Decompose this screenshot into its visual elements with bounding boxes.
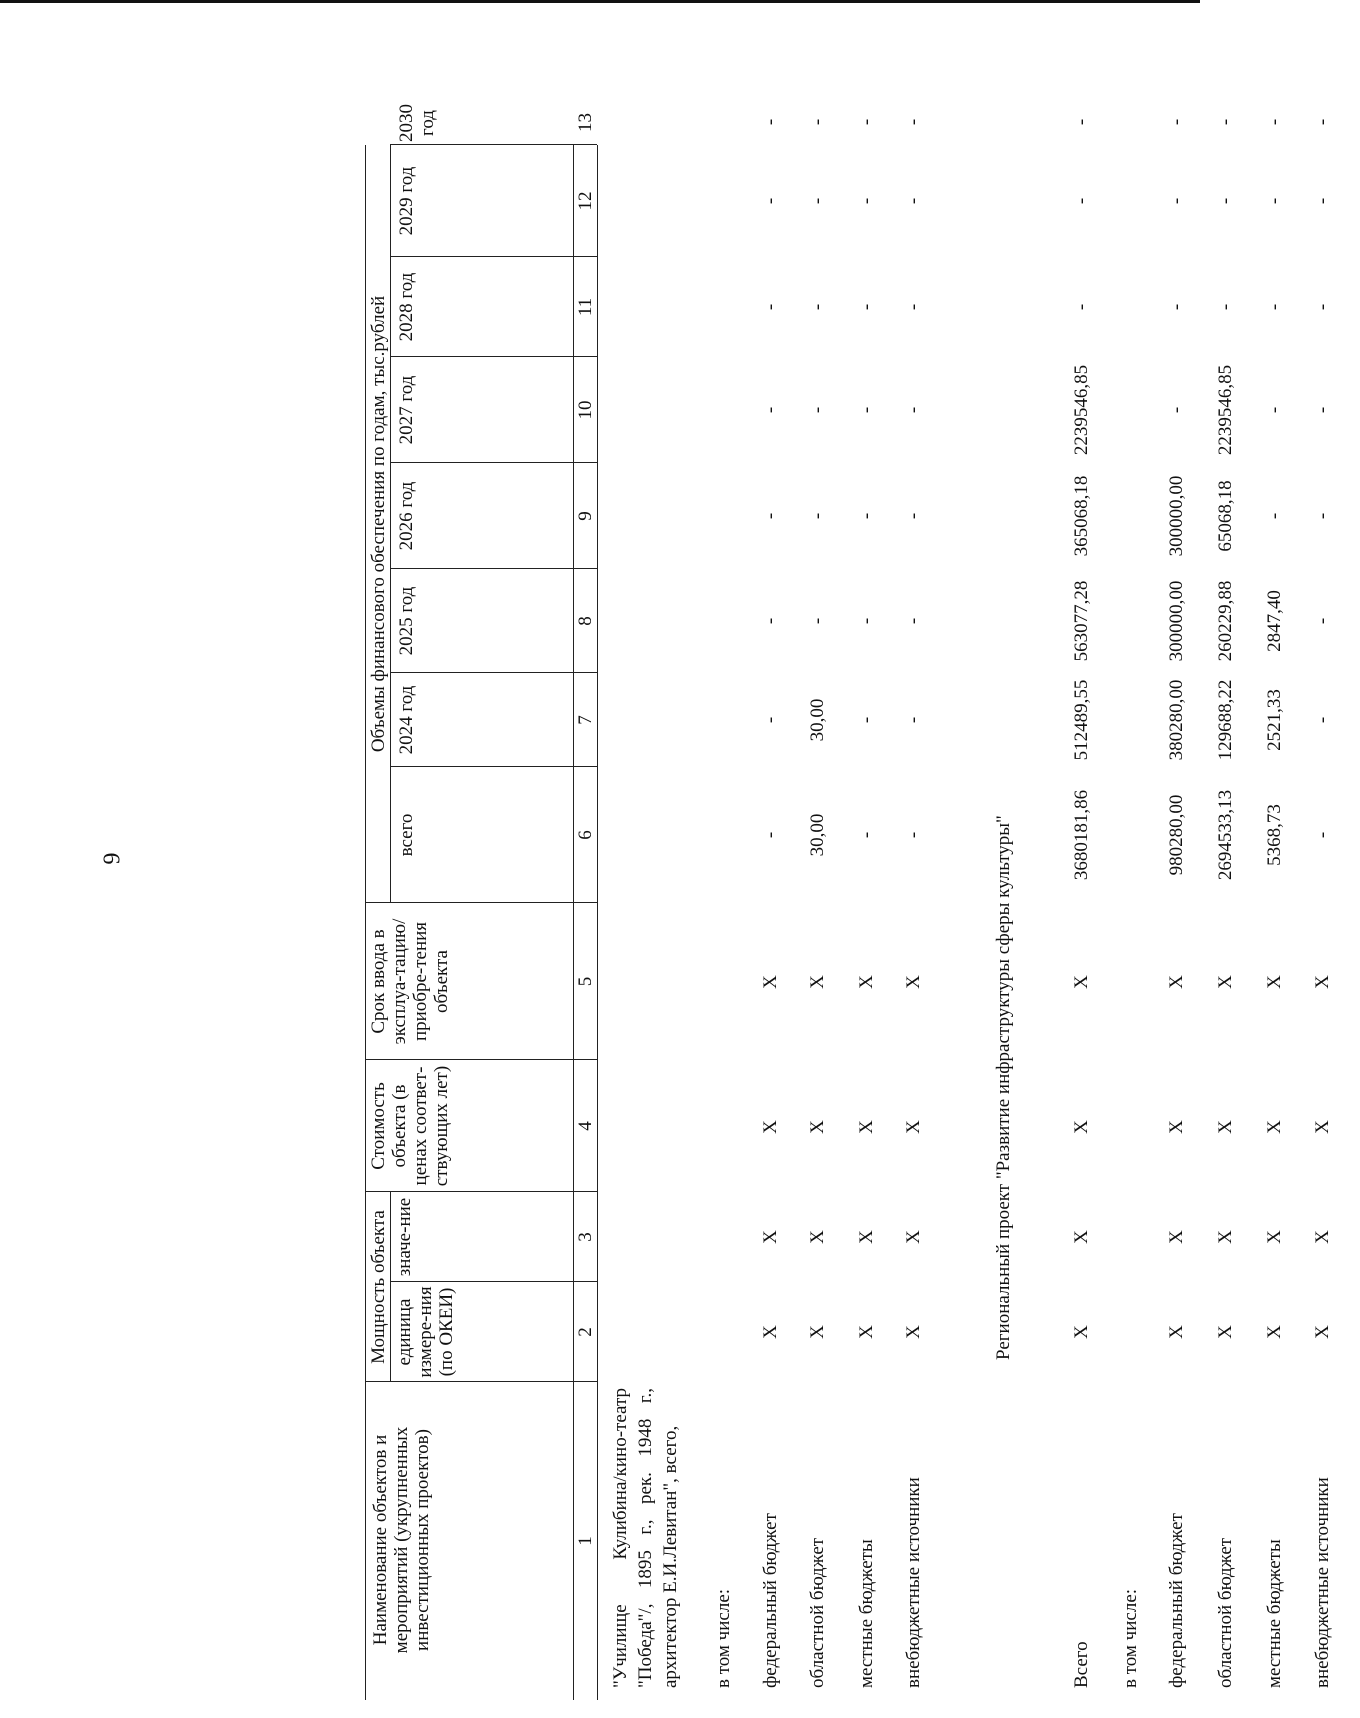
table-cell: - — [807, 118, 828, 126]
table-cell: - — [856, 512, 877, 520]
table-cell: - — [1166, 303, 1187, 311]
v-line — [365, 1191, 597, 1192]
table-cell: 260229,88 — [1215, 580, 1236, 662]
header-capacity-unit: единица измере-ния (по ОКЕИ) — [394, 1286, 457, 1378]
table-cell: 129688,22 — [1215, 679, 1236, 761]
table-cell: - — [1264, 118, 1285, 126]
table-cell: - — [760, 197, 781, 205]
colnum: 3 — [575, 1232, 596, 1242]
table-cell: - — [760, 118, 781, 126]
table-cell: 30,00 — [807, 698, 828, 742]
colnum: 12 — [575, 191, 596, 211]
row-label: местные бюджеты — [1264, 1539, 1285, 1688]
header-year-2029: 2029 год — [396, 166, 417, 236]
table-cell: - — [1166, 197, 1187, 205]
header-year-2028: 2028 год — [396, 272, 417, 342]
table-cell: - — [807, 197, 828, 205]
table-cell: 380280,00 — [1166, 679, 1187, 761]
table-cell: 2847,40 — [1264, 590, 1285, 652]
table-cell: X — [1071, 1325, 1092, 1339]
v-line — [390, 144, 597, 145]
table-cell: X — [807, 975, 828, 989]
header-cost: Стоимость объекта (в ценах соответ-ствующих лет) — [368, 1065, 452, 1187]
colnum: 2 — [575, 1327, 596, 1337]
table-cell: - — [807, 303, 828, 311]
table-cell: - — [903, 512, 924, 520]
colnum: 1 — [575, 1536, 596, 1546]
v-line — [390, 462, 597, 463]
colnum-bottom-line — [597, 145, 598, 1700]
table-cell: X — [760, 1230, 781, 1244]
table-cell: - — [903, 118, 924, 126]
table-cell: - — [1264, 512, 1285, 520]
header-capacity-group: Мощность объекта — [368, 1210, 389, 1364]
table-cell: X — [856, 1230, 877, 1244]
table-cell: X — [903, 1230, 924, 1244]
colnum: 10 — [575, 400, 596, 420]
row-label: внебюджетные источники — [903, 1477, 924, 1688]
page-number: 6 — [97, 852, 124, 865]
header-year-2027: 2027 год — [396, 375, 417, 445]
table-cell: - — [1312, 406, 1333, 414]
header-year-2026: 2026 год — [396, 481, 417, 551]
table-cell: X — [1215, 1230, 1236, 1244]
table-cell: 3680181,86 — [1071, 789, 1092, 881]
table-cell: - — [856, 303, 877, 311]
table-cell: - — [856, 716, 877, 724]
colnum: 9 — [575, 511, 596, 521]
v-line — [390, 766, 597, 767]
table-cell: X — [760, 975, 781, 989]
table-cell: X — [903, 1325, 924, 1339]
header-year-2025: 2025 год — [396, 586, 417, 656]
table-cell: - — [1264, 303, 1285, 311]
table-cell: 365068,18 — [1071, 475, 1092, 557]
header-year-2024: 2024 год — [396, 685, 417, 755]
table-cell: - — [1312, 118, 1333, 126]
table-cell: - — [903, 303, 924, 311]
table-cell: X — [1071, 1230, 1092, 1244]
table-cell: - — [1312, 617, 1333, 625]
table-cell: 65068,18 — [1215, 480, 1236, 552]
table-cell: 300000,00 — [1166, 475, 1187, 557]
including-label: в том числе: — [713, 1588, 734, 1688]
table-cell: X — [1312, 975, 1333, 989]
table-cell: X — [1215, 1120, 1236, 1134]
table-cell: 2694533,13 — [1215, 789, 1236, 881]
table-cell: X — [1166, 975, 1187, 989]
table-cell: - — [760, 716, 781, 724]
table-cell: X — [1312, 1120, 1333, 1134]
table-cell: 2521,33 — [1264, 689, 1285, 751]
table-cell: - — [807, 512, 828, 520]
header-total: всего — [396, 813, 417, 857]
table-cell: X — [807, 1325, 828, 1339]
financing-sub-line — [390, 145, 391, 903]
table-cell: X — [1215, 975, 1236, 989]
colnum: 7 — [575, 715, 596, 725]
table-cell: - — [1312, 303, 1333, 311]
table-cell: - — [856, 406, 877, 414]
including-label: в том числе: — [1120, 1588, 1141, 1688]
table-cell: 512489,55 — [1071, 679, 1092, 761]
row-label: федеральный бюджет — [1166, 1513, 1187, 1688]
table-cell: X — [856, 1120, 877, 1134]
header-capacity-value: значе-ние — [394, 1197, 415, 1277]
colnum: 13 — [575, 113, 596, 132]
table-cell: - — [856, 617, 877, 625]
table-cell: X — [1264, 1120, 1285, 1134]
object-title: "Училище Кулибина/кино-театр "Победа"/, 1895 г., рек. 1948 г., архитектор Е.И.Левитан", всего, — [610, 1388, 681, 1688]
table-cell: - — [1312, 831, 1333, 839]
table-cell: - — [903, 617, 924, 625]
table-cell: 2239546,85 — [1071, 364, 1092, 456]
colnum: 6 — [575, 830, 596, 840]
table-cell: - — [760, 406, 781, 414]
table-cell: - — [807, 406, 828, 414]
table-cell: - — [1264, 406, 1285, 414]
header-top-line — [365, 145, 366, 1700]
table-cell: - — [1071, 303, 1092, 311]
row-label: федеральный бюджет — [760, 1513, 781, 1688]
v-line — [390, 1281, 597, 1282]
table-cell: X — [1166, 1120, 1187, 1134]
table-cell: 563077,28 — [1071, 580, 1092, 662]
table-cell: - — [760, 831, 781, 839]
v-line — [390, 568, 597, 569]
table-cell: - — [1312, 512, 1333, 520]
table-cell: X — [1264, 1325, 1285, 1339]
table-cell: - — [856, 197, 877, 205]
colnum: 5 — [575, 976, 596, 987]
page-top-border — [0, 0, 1200, 3]
table-cell: X — [807, 1230, 828, 1244]
table-cell: X — [1312, 1230, 1333, 1244]
table-cell: 300000,00 — [1166, 580, 1187, 662]
table-cell: X — [1071, 975, 1092, 989]
table-cell: - — [760, 303, 781, 311]
table-cell: - — [1215, 118, 1236, 126]
header-name-column: Наименование объектов и мероприятий (укрупненных инвестиционных проектов) — [370, 1426, 433, 1654]
row-label: областной бюджет — [807, 1537, 828, 1688]
table-cell: - — [903, 406, 924, 414]
v-line — [390, 672, 597, 673]
header-commission: Срок ввода в эксплуа-тацию/ приобре-тения объекта — [368, 918, 452, 1045]
table-cell: X — [1166, 1325, 1187, 1339]
table-cell: - — [760, 617, 781, 625]
table-cell: X — [1312, 1325, 1333, 1339]
v-line — [390, 256, 597, 257]
v-line — [365, 1059, 597, 1060]
table-cell: - — [1215, 197, 1236, 205]
table-cell: X — [1215, 1325, 1236, 1339]
row-label: Всего — [1071, 1641, 1092, 1688]
colnum: 8 — [575, 616, 596, 626]
table-cell: X — [903, 975, 924, 989]
table-cell: X — [1166, 1230, 1187, 1244]
rotated-table-sheet — [360, 100, 1360, 1700]
capacity-sub-line — [390, 1192, 391, 1382]
table-cell: X — [856, 1325, 877, 1339]
row-label: областной бюджет — [1215, 1537, 1236, 1688]
table-cell: - — [760, 512, 781, 520]
table-cell: 2239546,85 — [1215, 364, 1236, 456]
row-label: местные бюджеты — [856, 1539, 877, 1688]
table-cell: - — [1215, 303, 1236, 311]
table-cell: - — [807, 617, 828, 625]
v-line — [365, 1381, 597, 1382]
table-cell: - — [903, 716, 924, 724]
table-cell: - — [1312, 197, 1333, 205]
table-cell: 30,00 — [807, 813, 828, 857]
table-cell: - — [1071, 197, 1092, 205]
header-financing-group: Объемы финансового обеспечения по годам, тыс.рублей — [368, 295, 389, 753]
colnum: 11 — [575, 297, 596, 317]
table-cell: - — [1166, 406, 1187, 414]
colnum: 4 — [575, 1121, 596, 1131]
table-cell: 5368,73 — [1264, 804, 1285, 866]
table-cell: - — [903, 831, 924, 839]
v-line — [390, 356, 597, 357]
row-label: внебюджетные источники — [1312, 1477, 1333, 1688]
table-cell: X — [760, 1325, 781, 1339]
table-cell: - — [1264, 197, 1285, 205]
table-cell: - — [1312, 716, 1333, 724]
table-cell: - — [856, 831, 877, 839]
table-cell: X — [1264, 1230, 1285, 1244]
table-cell: - — [1166, 118, 1187, 126]
header-bottom-line — [573, 145, 574, 1700]
table-cell: X — [807, 1120, 828, 1134]
table-cell: - — [856, 118, 877, 126]
v-line — [365, 902, 597, 903]
section-title: Региональный проект "Развитие инфраструктуры сферы культуры" — [993, 815, 1014, 1360]
table-cell: X — [903, 1120, 924, 1134]
table-cell: 980280,00 — [1166, 794, 1187, 876]
table-cell: - — [1071, 118, 1092, 126]
table-cell: - — [903, 197, 924, 205]
table-cell: X — [856, 975, 877, 989]
table-cell: X — [1264, 975, 1285, 989]
header-year-2030: 2030 год — [396, 104, 438, 142]
table-cell: X — [1071, 1120, 1092, 1134]
table-cell: X — [760, 1120, 781, 1134]
